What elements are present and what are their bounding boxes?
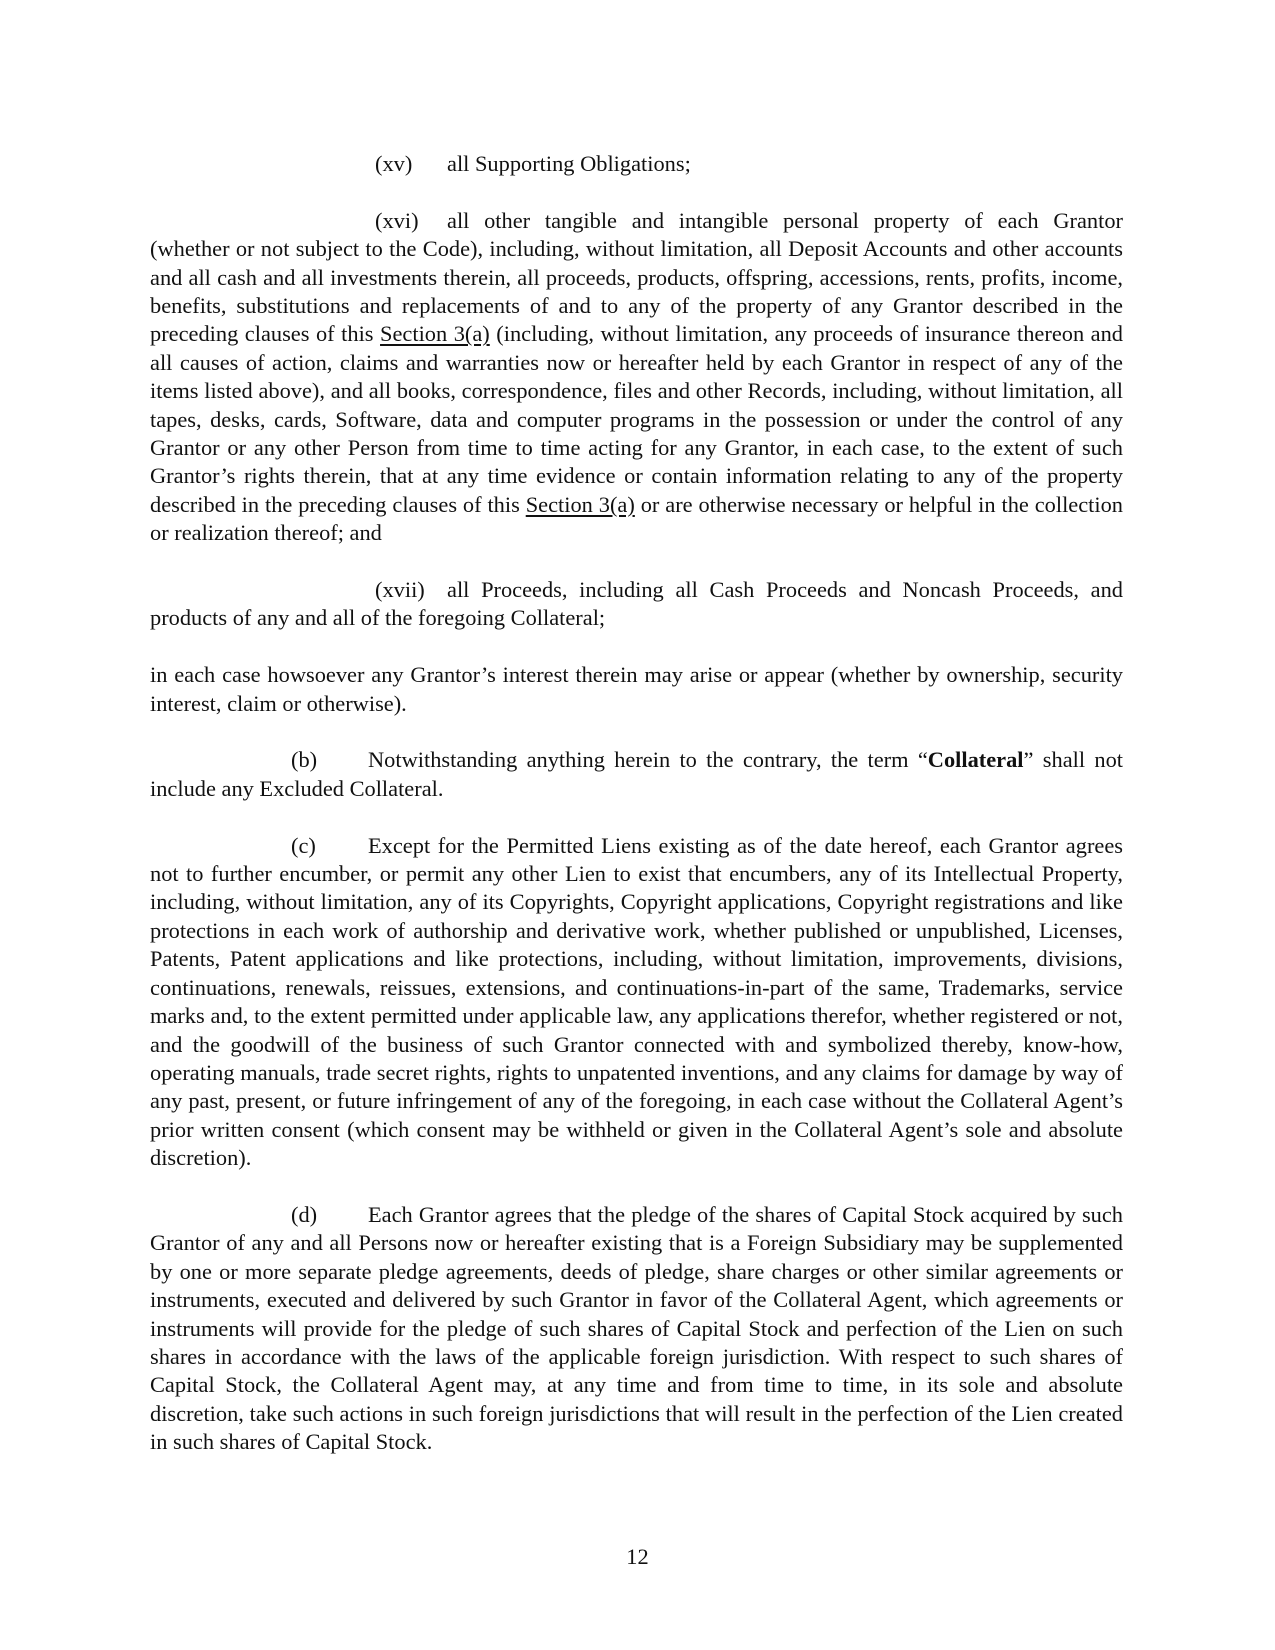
clause-xvi: [150, 207, 1123, 548]
clause-marker: (xvi): [375, 207, 419, 233]
clause-text: Except for the Permitted Liens existing as of the date hereof, each Grantor agrees not to further encumber, or permit any other Lien to exist that encumbers, any of its Intellectual Property, including, without limitation, any of its Copyrights, Copyright applications, Copyright registrations and like protections in each work of authorship and derivative work, whether published or unpublished, Licenses, Patents, Patent applications and like protections, including, without limitation, improvements, divisions, continuations, renewals, reissues, extensions, and continuations-in-part of the same, Trademarks, service marks and, to the extent permitted under applicable law, any applications therefor, whether registered or not, and the goodwill of the business of such Grantor connected with and symbolized thereby, know-how, operating manuals, trade secret rights, rights to unpatented inventions, and any claims for damage by way of any past, present, or future infringement of any of the foregoing, in each case without the Collateral Agent’s prior written consent (which consent may be withheld or given in the Collateral Agent’s sole and absolute discretion).: [150, 832, 1123, 1171]
clause-text: ” shall not include any Excluded Collateral.: [150, 747, 1123, 801]
document-body: [150, 150, 1123, 1485]
closing-clause: in each case howsoever any Grantor’s interest therein may arise or appear (whether by ownership, security interest, claim or otherwise).: [150, 662, 1123, 716]
clause-marker: (c): [291, 832, 316, 858]
clause-xv: [150, 150, 1123, 178]
clause-marker: (b): [291, 747, 318, 773]
defined-term: Collateral: [927, 747, 1024, 773]
page-number: 12: [626, 1544, 649, 1569]
clause-b: [150, 746, 1123, 803]
clause-marker: (xvii): [375, 577, 425, 603]
clause-xvii: [150, 576, 1123, 633]
clause-text: all Supporting Obligations;: [447, 151, 691, 176]
clause-c: [150, 832, 1123, 1173]
clause-text: or are otherwise necessary or helpful in the collection or realization thereof; and: [150, 491, 1123, 546]
clause-text: all Proceeds, including all Cash Proceeds and Noncash Proceeds, and products of any and all of the foregoing Collateral;: [150, 577, 1123, 631]
section-reference: Section 3(a): [525, 491, 635, 517]
clause-marker: (xv): [375, 151, 413, 176]
clause-text: Each Grantor agrees that the pledge of the shares of Capital Stock acquired by such Grantor of any and all Persons now or hereafter existing that is a Foreign Subsidiary may be supplemented by one or more separate pledge agreements, deeds of pledge, share charges or other similar agreements or instruments, executed and delivered by such Grantor in favor of the Collateral Agent, which agreements or instruments will provide for the pledge of such shares of Capital Stock and perfection of the Lien on such shares in accordance with the laws of the applicable foreign jurisdiction. With respect to such shares of Capital Stock, the Collateral Agent may, at any time and from time to time, in its sole and absolute discretion, take such actions in such foreign jurisdictions that will result in the perfection of the Lien created in such shares of Capital Stock.: [150, 1201, 1123, 1455]
clause-text: Notwithstanding anything herein to the contrary, the term “: [368, 747, 928, 773]
clause-text: all other tangible and intangible personal property of each Grantor (whether or not subject to the Code), including, without limitation, all Deposit Accounts and other accounts and all cash and all investments therein, all proceeds, products, offspring, accessions, rents, profits, income, benefits, substitutions and replacements of and to any of the property of any Grantor described in the preceding clauses of this: [150, 207, 1123, 347]
section-reference: Section 3(a): [380, 321, 490, 347]
clause-text: (including, without limitation, any proceeds of insurance thereon and all causes of action, claims and warranties now or hereafter held by each Grantor in respect of any of the items listed above), and all books, correspondence, files and other Records, including, without limitation, all tapes, desks, cards, Software, data and computer programs in the possession or under the control of any Grantor or any other Person from time to time acting for any Grantor, in each case, to the extent of such Grantor’s rights therein, that at any time evidence or contain information relating to any of the property described in the preceding clauses of this: [150, 321, 1123, 517]
clause-marker: (d): [291, 1201, 318, 1227]
clause-d: [150, 1201, 1123, 1457]
